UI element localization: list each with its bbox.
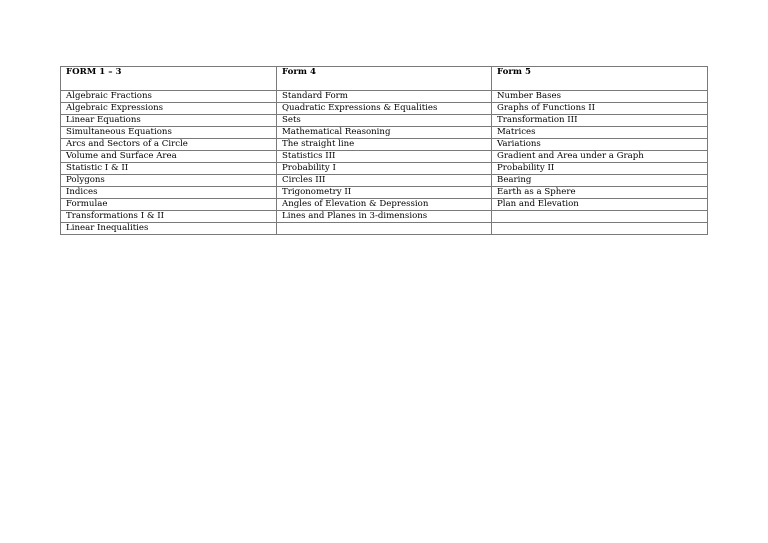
table-cell: Plan and Elevation <box>492 199 708 211</box>
table-header-row <box>61 67 708 91</box>
table-row <box>61 163 708 175</box>
table-cell: Bearing <box>492 175 708 187</box>
table-row <box>61 103 708 115</box>
table-cell: Statistics III <box>277 151 492 163</box>
table-cell: Simultaneous Equations <box>61 127 277 139</box>
table-cell: Transformations I & II <box>61 211 277 223</box>
table-cell <box>492 211 708 223</box>
table-cell: The straight line <box>277 139 492 151</box>
table-cell: Earth as a Sphere <box>492 187 708 199</box>
table-cell: Standard Form <box>277 91 492 103</box>
table-row <box>61 223 708 235</box>
table-row <box>61 91 708 103</box>
table-cell: Angles of Elevation & Depression <box>277 199 492 211</box>
table-cell: Linear Inequalities <box>61 223 277 235</box>
table-cell: Graphs of Functions II <box>492 103 708 115</box>
table-cell: Trigonometry II <box>277 187 492 199</box>
syllabus-table <box>60 66 708 235</box>
table-row <box>61 175 708 187</box>
table-row <box>61 187 708 199</box>
table-row <box>61 211 708 223</box>
table-cell: Polygons <box>61 175 277 187</box>
table-cell: Volume and Surface Area <box>61 151 277 163</box>
header-form-4: Form 4 <box>277 67 492 91</box>
table-cell: Variations <box>492 139 708 151</box>
table-cell: Formulae <box>61 199 277 211</box>
table-cell: Probability II <box>492 163 708 175</box>
table-row <box>61 151 708 163</box>
table-cell: Gradient and Area under a Graph <box>492 151 708 163</box>
table-cell <box>277 223 492 235</box>
table-cell: Number Bases <box>492 91 708 103</box>
table-cell: Lines and Planes in 3-dimensions <box>277 211 492 223</box>
table-cell: Transformation III <box>492 115 708 127</box>
table-cell: Mathematical Reasoning <box>277 127 492 139</box>
table-row <box>61 199 708 211</box>
table-cell: Algebraic Fractions <box>61 91 277 103</box>
table-cell: Matrices <box>492 127 708 139</box>
table-cell <box>492 223 708 235</box>
table-row <box>61 139 708 151</box>
table-cell: Linear Equations <box>61 115 277 127</box>
header-form-5: Form 5 <box>492 67 708 91</box>
table-cell: Sets <box>277 115 492 127</box>
header-form-1-3: FORM 1 – 3 <box>61 67 277 91</box>
table-row <box>61 115 708 127</box>
table-row <box>61 127 708 139</box>
table-cell: Algebraic Expressions <box>61 103 277 115</box>
table-cell: Indices <box>61 187 277 199</box>
table-cell: Circles III <box>277 175 492 187</box>
table-cell: Quadratic Expressions & Equalities <box>277 103 492 115</box>
table-cell: Arcs and Sectors of a Circle <box>61 139 277 151</box>
table-cell: Statistic I & II <box>61 163 277 175</box>
table-cell: Probability I <box>277 163 492 175</box>
